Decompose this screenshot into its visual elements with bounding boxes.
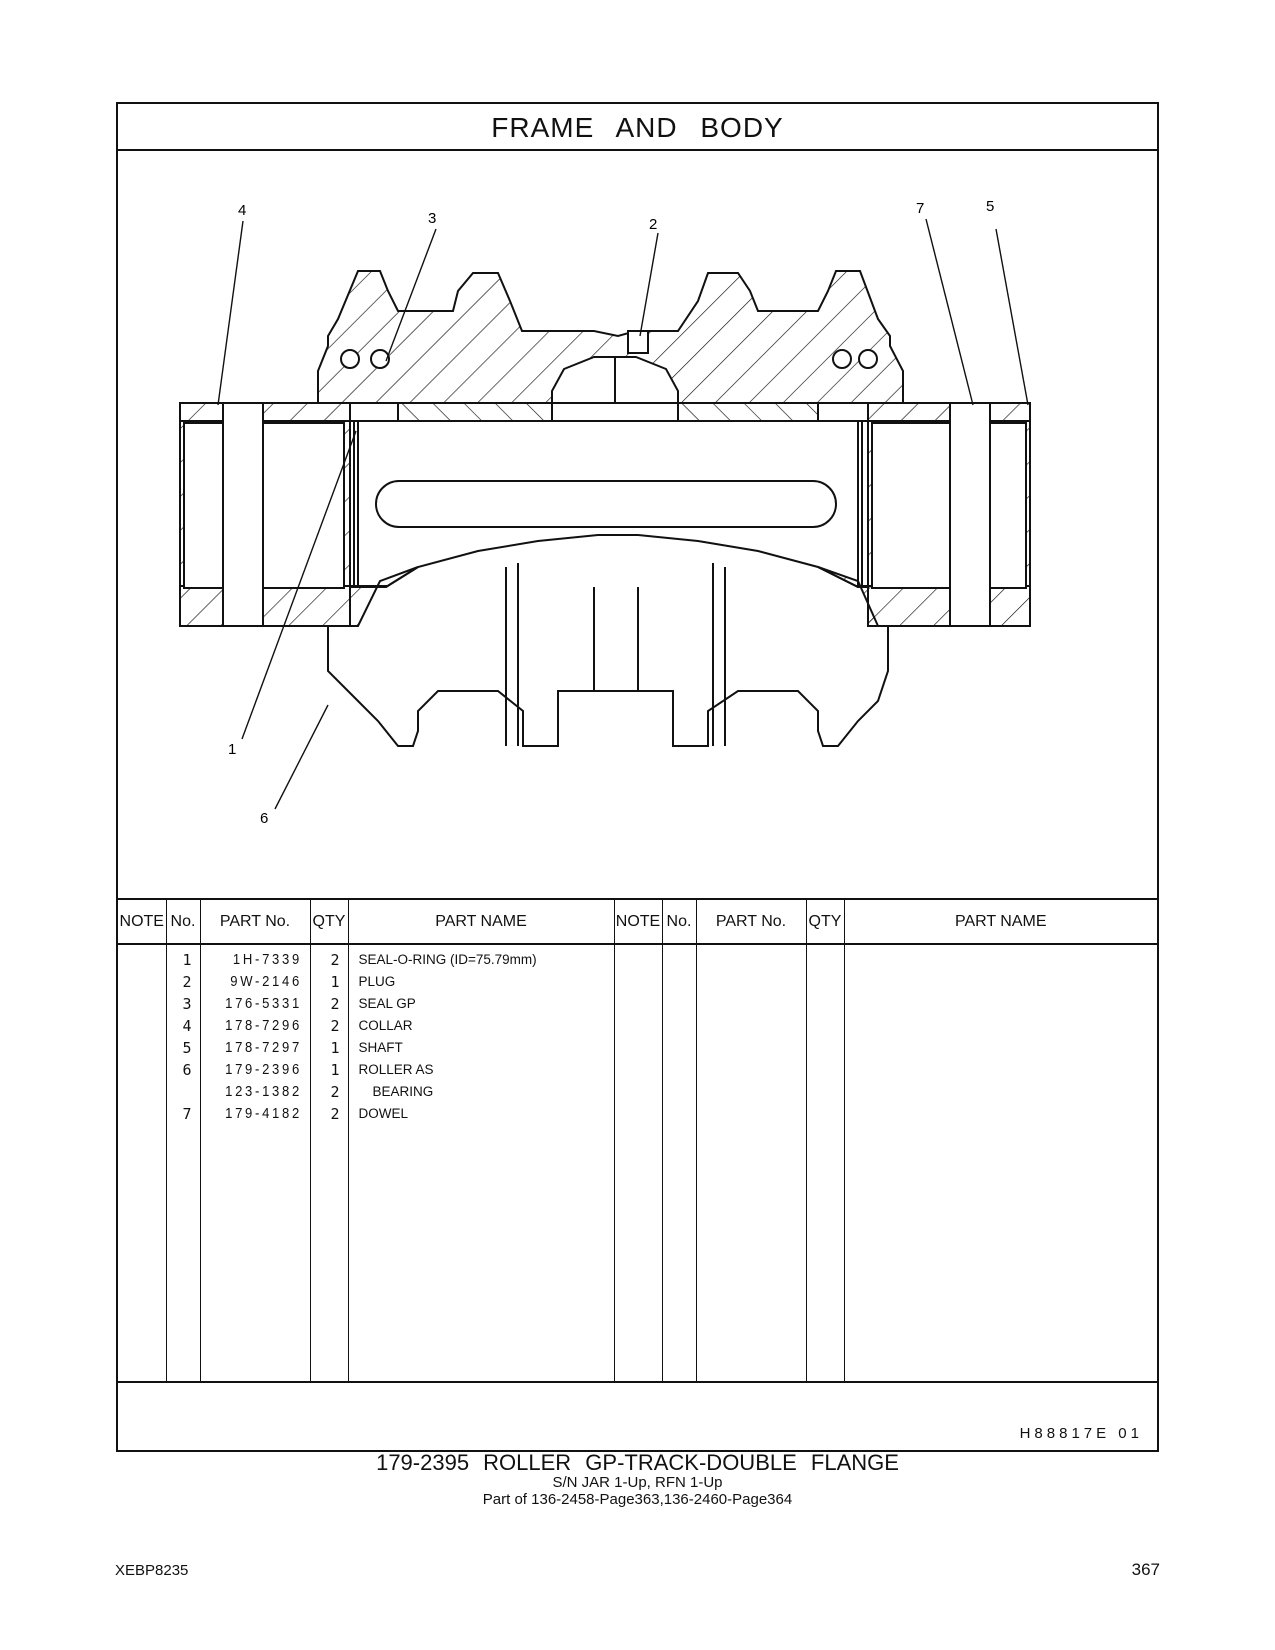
note-cell bbox=[118, 944, 166, 1383]
part-name: SHAFT bbox=[358, 1040, 403, 1055]
part-qty: 1 bbox=[330, 1039, 340, 1057]
roller-cross-section bbox=[118, 151, 1157, 898]
part-no-index: 4 bbox=[182, 1017, 192, 1035]
part-name: COLLAR bbox=[358, 1018, 413, 1033]
col-qty-right: QTY bbox=[806, 899, 844, 944]
part-qty: 2 bbox=[330, 1017, 340, 1035]
table-body bbox=[118, 944, 1157, 1383]
part-qty: 1 bbox=[330, 973, 340, 991]
callout-7: 7 bbox=[916, 200, 925, 217]
callout-1: 1 bbox=[228, 741, 237, 758]
part-no-index: 7 bbox=[182, 1105, 192, 1123]
part-number: 179-2396 bbox=[224, 1062, 302, 1078]
no-cell bbox=[166, 944, 200, 1383]
callout-4: 4 bbox=[238, 202, 247, 219]
qty-cell-right bbox=[806, 944, 844, 1383]
part-name: SEAL-O-RING (ID=75.79mm) bbox=[358, 952, 537, 967]
part-name: PLUG bbox=[358, 974, 396, 989]
part-no-index: 6 bbox=[182, 1061, 192, 1079]
part-qty: 2 bbox=[330, 1105, 340, 1123]
part-number: 178-7296 bbox=[224, 1018, 302, 1034]
part-qty: 2 bbox=[330, 951, 340, 969]
col-part-name-right: PART NAME bbox=[844, 899, 1157, 944]
caption-part-of: Part of 136-2458-Page363,136-2460-Page364 bbox=[482, 1491, 793, 1508]
exploded-drawing bbox=[118, 151, 1157, 898]
part-number: 1H-7339 bbox=[232, 952, 302, 968]
callout-2: 2 bbox=[649, 216, 658, 233]
caption-serial: S/N JAR 1-Up, RFN 1-Up bbox=[552, 1474, 723, 1491]
col-no: No. bbox=[166, 899, 200, 944]
table-header bbox=[118, 899, 1157, 944]
part-number-cell bbox=[200, 944, 310, 1383]
drawing-id: H88817E 01 bbox=[1019, 1425, 1143, 1442]
part-qty: 1 bbox=[330, 1061, 340, 1079]
parts-table bbox=[118, 898, 1157, 1383]
page-number: 367 bbox=[1131, 1560, 1160, 1579]
part-name: SEAL GP bbox=[358, 996, 416, 1011]
part-no-index: 1 bbox=[182, 951, 192, 969]
caption-title: 179-2395 ROLLER GP-TRACK-DOUBLE FLANGE bbox=[376, 1450, 899, 1475]
part-number-cell-right bbox=[696, 944, 806, 1383]
part-no-index: 3 bbox=[182, 995, 192, 1013]
document-code: XEBP8235 bbox=[115, 1562, 189, 1579]
part-name: DOWEL bbox=[358, 1106, 409, 1121]
qty-cell bbox=[310, 944, 348, 1383]
drawing-id-row bbox=[118, 1381, 1157, 1452]
no-cell-right bbox=[662, 944, 696, 1383]
callout-6: 6 bbox=[260, 810, 269, 827]
col-part-no: PART No. bbox=[200, 899, 310, 944]
callout-5: 5 bbox=[986, 198, 995, 215]
part-number: 9W-2146 bbox=[229, 974, 302, 990]
part-name: ROLLER AS bbox=[358, 1062, 434, 1077]
part-qty: 2 bbox=[330, 995, 340, 1013]
col-part-no-right: PART No. bbox=[696, 899, 806, 944]
part-number: 179-4182 bbox=[224, 1106, 302, 1122]
note-cell-right bbox=[614, 944, 662, 1383]
part-number: 123-1382 bbox=[224, 1084, 302, 1100]
part-name-cell bbox=[348, 944, 614, 1383]
part-no-index bbox=[167, 1081, 200, 1103]
part-name-cell-right bbox=[844, 944, 1157, 1383]
part-number: 176-5331 bbox=[224, 996, 302, 1012]
callout-3: 3 bbox=[428, 210, 437, 227]
section-title: FRAME AND BODY bbox=[118, 104, 1157, 151]
col-note-right: NOTE bbox=[614, 899, 662, 944]
col-part-name: PART NAME bbox=[348, 899, 614, 944]
col-qty: QTY bbox=[310, 899, 348, 944]
part-no-index: 5 bbox=[182, 1039, 192, 1057]
col-no-right: No. bbox=[662, 899, 696, 944]
part-number: 178-7297 bbox=[224, 1040, 302, 1056]
col-note: NOTE bbox=[118, 899, 166, 944]
part-no-index: 2 bbox=[182, 973, 192, 991]
part-name: BEARING bbox=[372, 1084, 434, 1099]
parts-frame bbox=[116, 102, 1159, 1452]
part-qty: 2 bbox=[330, 1083, 340, 1101]
